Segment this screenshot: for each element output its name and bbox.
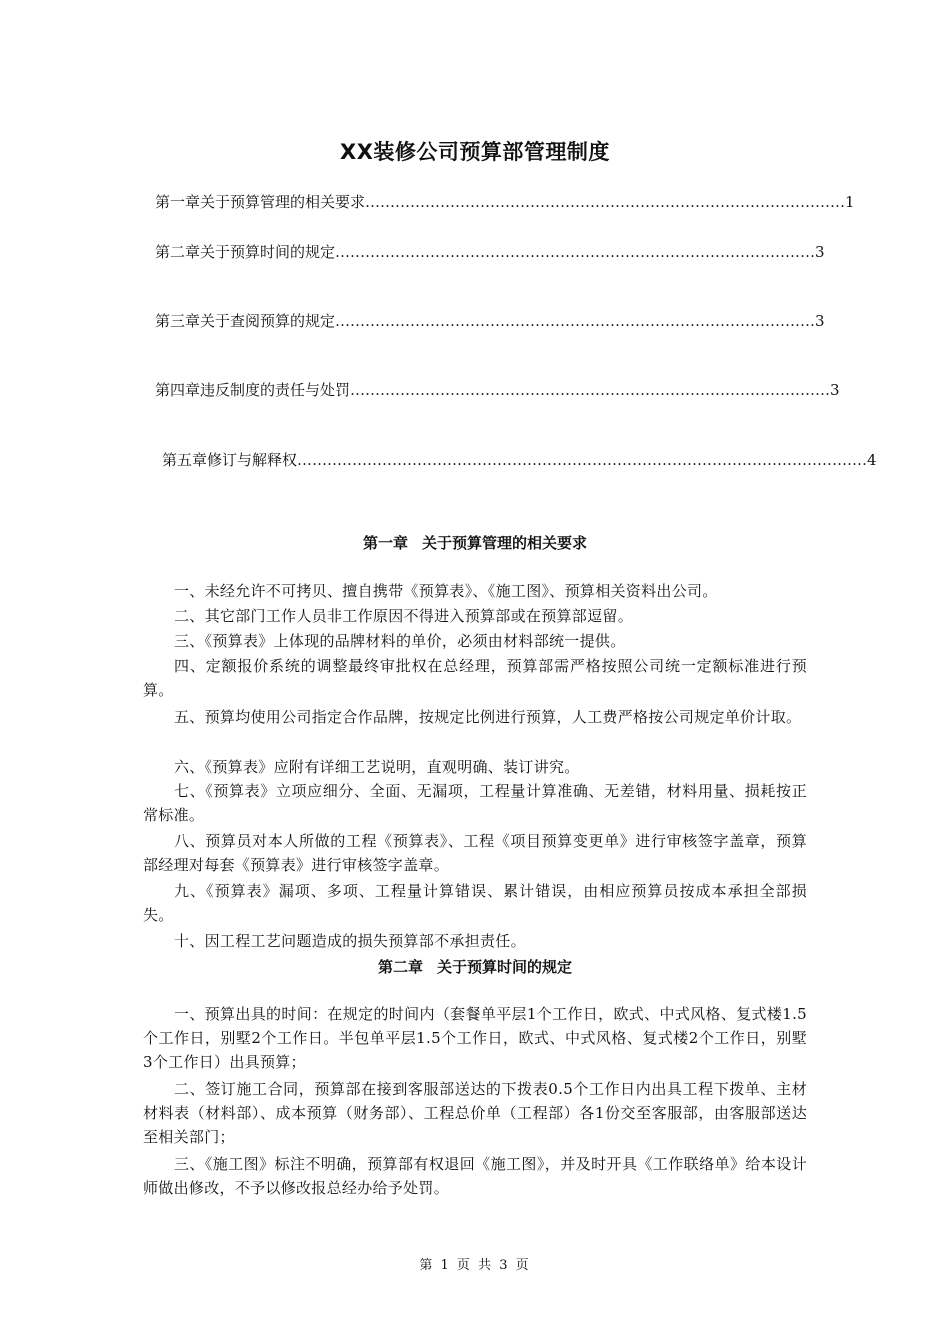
toc-chapter-title: 关于查阅预算的规定 (200, 312, 336, 330)
toc-chapter-title: 修订与解释权 (207, 451, 298, 469)
toc-page-number: 3 (815, 312, 825, 330)
toc-chapter-title: 关于预算时间的规定 (200, 243, 336, 261)
document-title: XX装修公司预算部管理制度 (340, 140, 610, 164)
chapter-1-paragraph: 七、《预算表》立项应细分、全面、无漏项，工程量计算准确、无差错，材料用量、损耗按正常标准。 (143, 782, 807, 824)
toc-entry-4[interactable] (155, 379, 840, 400)
toc-chapter-title: 违反制度的责任与处罚 (200, 381, 351, 399)
chapter-1-paragraph: 二、其它部门工作人员非工作原因不得进入预算部或在预算部逗留。 (174, 607, 634, 625)
chapter-1-paragraph: 六、《预算表》应附有详细工艺说明，直观明确、装订讲究。 (174, 758, 580, 776)
toc-page-number: 3 (815, 243, 825, 261)
chapter-1-paragraph: 四、定额报价系统的调整最终审批权在总经理，预算部需严格按照公司统一定额标准进行预算。 (143, 657, 807, 699)
toc-page-number: 3 (830, 381, 840, 399)
page-footer: 第 1 页 共 3 页 (419, 1258, 531, 1273)
chapter-title: 关于预算管理的相关要求 (422, 534, 588, 552)
chapter-1-paragraph: 八、预算员对本人所做的工程《预算表》、工程《项目预算变更单》进行审核签字盖章，预算部经理对每套《预算表》进行审核签字盖章。 (143, 832, 807, 874)
toc-page-number: 4 (867, 451, 877, 469)
chapter-1-paragraph: 九、《预算表》漏项、多项、工程量计算错误、累计错误，由相应预算员按成本承担全部损失。 (143, 882, 807, 924)
chapter-2-heading (0, 956, 950, 977)
chapter-1-paragraph: 十、因工程工艺问题造成的损失预算部不承担责任。 (174, 932, 526, 950)
toc-leader-dots: …………………………………………………………………………………………………… (297, 451, 868, 469)
chapter-number: 第二章 (377, 958, 423, 976)
toc-leader-dots: …………………………………………………………………………………… (335, 243, 816, 261)
chapter-1-paragraph: 三、《预算表》上体现的品牌材料的单价，必须由材料部统一提供。 (174, 632, 626, 650)
toc-entry-3[interactable] (155, 310, 825, 331)
toc-chapter-number: 第二章 (155, 243, 201, 261)
chapter-2-paragraph: 一、预算出具的时间：在规定的时间内（套餐单平层1个工作日，欧式、中式风格、复式楼1.5个工作日，别墅2个工作日。半包单平层1.5个工作日，欧式、中式风格、复式楼2个工作日，别墅3个工作日）出具预算； (143, 1005, 807, 1071)
toc-chapter-number: 第五章 (162, 451, 208, 469)
toc-chapter-number: 第一章 (155, 193, 201, 211)
toc-chapter-title: 关于预算管理的相关要求 (200, 193, 366, 211)
toc-entry-1[interactable] (155, 191, 855, 212)
toc-entry-2[interactable] (155, 241, 825, 262)
toc-leader-dots: …………………………………………………………………………………… (350, 381, 831, 399)
chapter-number: 第一章 (362, 534, 408, 552)
chapter-1-heading (0, 532, 950, 553)
chapter-2-paragraph: 二、签订施工合同，预算部在接到客服部送达的下拨表0.5个工作日内出具工程下拨单、主材材料表（材料部）、成本预算（财务部）、工程总价单（工程部）各1份交至客服部，由客服部送达至相关部门； (143, 1080, 807, 1146)
toc-leader-dots: …………………………………………………………………………………… (335, 312, 816, 330)
chapter-1-paragraph: 一、未经允许不可拷贝、擅自携带《预算表》、《施工图》、预算相关资料出公司。 (174, 582, 718, 600)
toc-entry-5[interactable] (162, 449, 877, 470)
chapter-1-paragraph: 五、预算均使用公司指定合作品牌，按规定比例进行预算，人工费严格按公司规定单价计取。 (174, 708, 802, 726)
toc-chapter-number: 第四章 (155, 381, 201, 399)
chapter-2-paragraph: 三、《施工图》标注不明确，预算部有权退回《施工图》，并及时开具《工作联络单》给本设计师做出修改，不予以修改报总经办给予处罚。 (143, 1155, 807, 1197)
toc-chapter-number: 第三章 (155, 312, 201, 330)
toc-leader-dots: …………………………………………………………………………………… (365, 193, 846, 211)
chapter-title: 关于预算时间的规定 (437, 958, 573, 976)
toc-page-number: 1 (845, 193, 855, 211)
